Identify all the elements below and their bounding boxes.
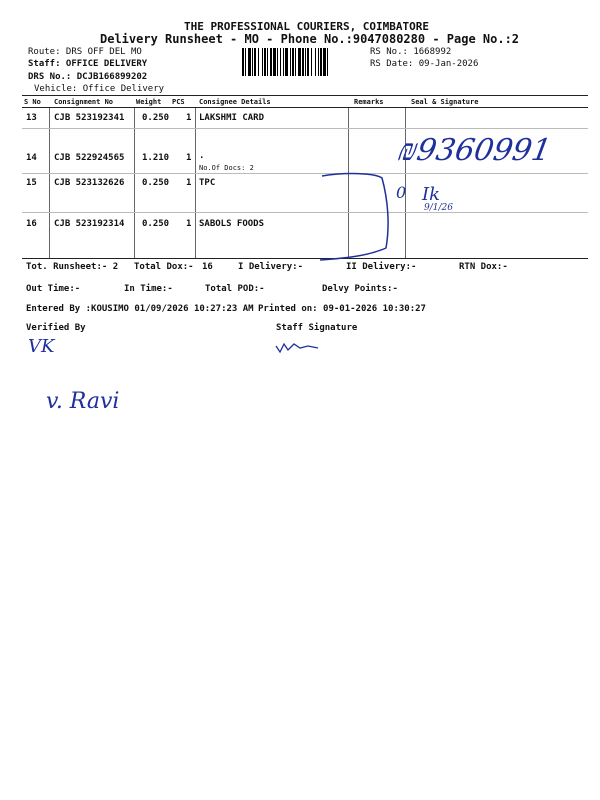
row-pcs: 1 xyxy=(186,153,192,163)
barcode-bar xyxy=(323,48,326,76)
barcode-bar xyxy=(258,48,259,76)
row-weight: 0.250 xyxy=(142,219,170,229)
row-consignee: TPC xyxy=(199,178,216,188)
total-pod: Total POD:- xyxy=(205,284,265,294)
barcode-bar xyxy=(285,48,288,76)
route: Route: DRS OFF DEL MO xyxy=(28,47,142,57)
col-consignee: Consignee Details xyxy=(199,98,271,106)
barcode-bar xyxy=(254,48,256,76)
barcode-bar xyxy=(295,48,296,76)
barcode-bar xyxy=(264,48,266,76)
barcode-bar xyxy=(320,48,322,76)
svg-text:₪9360991: ₪9360991 xyxy=(395,133,554,168)
row-consignee: SABOLS FOODS xyxy=(199,219,265,229)
barcode-bar xyxy=(245,48,246,76)
barcode-bar xyxy=(292,48,294,76)
row-pcs: 1 xyxy=(186,219,192,229)
in-time: In Time:- xyxy=(124,284,173,294)
total-dox-value: 16 xyxy=(202,262,213,272)
verifier-initials xyxy=(28,334,88,364)
row-divider xyxy=(22,212,588,213)
table-header-rule xyxy=(22,107,588,108)
barcode-bar xyxy=(283,48,284,76)
rs-date: RS Date: 09-Jan-2026 xyxy=(370,59,479,69)
out-time: Out Time:- xyxy=(26,284,81,294)
row-weight: 0.250 xyxy=(142,178,170,188)
row-sno: 14 xyxy=(26,153,37,163)
row-sno: 16 xyxy=(26,219,37,229)
verified-by-label: Verified By xyxy=(26,323,86,333)
col-weight: Weight xyxy=(136,98,162,106)
col-seal: Seal & Signature xyxy=(411,98,479,106)
row-weight: 1.210 xyxy=(142,153,170,163)
barcode-bar xyxy=(305,48,306,76)
barcode-bar xyxy=(242,48,244,76)
printed-on: Printed on: 09-01-2026 10:30:27 xyxy=(258,304,426,314)
i-delivery: I Delivery:- xyxy=(238,262,304,272)
runsheet-title: Delivery Runsheet - MO - Phone No.:9047080280 - Page No.:2 xyxy=(100,32,520,46)
ii-delivery: II Delivery:- xyxy=(346,262,417,272)
barcode-bar xyxy=(262,48,263,76)
col-separator xyxy=(195,108,196,258)
row-sno: 13 xyxy=(26,113,37,123)
row-sno: 15 xyxy=(26,178,37,188)
total-dox-label: Total Dox:- xyxy=(134,262,194,272)
drs-number: DRS No.: DCJB166899202 xyxy=(28,72,148,82)
barcode-bar xyxy=(311,48,312,76)
staff: Staff: OFFICE DELIVERY xyxy=(28,59,148,69)
col-sno: S No xyxy=(24,98,41,106)
row-note: No.Of Docs: 2 xyxy=(199,164,254,172)
barcode-bar xyxy=(252,48,253,76)
col-consignment: Consignment No xyxy=(54,98,114,106)
company-name: THE PROFESSIONAL COURIERS, COIMBATORE xyxy=(184,20,430,33)
barcode-bar xyxy=(302,48,304,76)
handwritten-phone-note xyxy=(395,122,584,176)
row-consignment: CJB 522924565 xyxy=(54,153,125,163)
row-consignment: CJB 523192341 xyxy=(54,113,125,123)
verifier-name-signature xyxy=(46,380,146,424)
row-weight: 0.250 xyxy=(142,113,170,123)
barcode-bar xyxy=(327,48,328,76)
barcode-bar xyxy=(315,48,316,76)
row-consignment: CJB 523192314 xyxy=(54,219,125,229)
rs-number: RS No.: 1668992 xyxy=(370,47,452,57)
row-consignment: CJB 523132626 xyxy=(54,178,125,188)
barcode-bar xyxy=(277,48,278,76)
barcode-bar xyxy=(307,48,309,76)
row-consignee: . xyxy=(199,151,205,161)
barcode xyxy=(242,48,366,76)
col-separator xyxy=(49,108,50,258)
barcode-bar xyxy=(318,48,319,76)
row-pcs: 1 xyxy=(186,178,192,188)
handwritten-bracket xyxy=(320,170,400,269)
barcode-bar xyxy=(273,48,276,76)
barcode-bar xyxy=(267,48,268,76)
barcode-bar xyxy=(248,48,251,76)
svg-text:0: 0 xyxy=(396,183,407,202)
col-remarks: Remarks xyxy=(354,98,384,106)
staff-signature-label: Staff Signature xyxy=(276,323,358,333)
svg-text:VK: VK xyxy=(28,336,55,357)
svg-text:9/1/26: 9/1/26 xyxy=(424,203,453,213)
barcode-bar xyxy=(298,48,301,76)
svg-text:Ik: Ik xyxy=(422,184,441,205)
handwritten-date-note xyxy=(396,180,486,234)
row-pcs: 1 xyxy=(186,113,192,123)
tot-runsheet: Tot. Runsheet:- 2 xyxy=(26,262,119,272)
staff-signature-scribble xyxy=(274,336,324,360)
delvy-points: Delvy Points:- xyxy=(322,284,398,294)
entered-by: Entered By :KOUSIMO 01/09/2026 10:27:23 AM xyxy=(26,304,254,314)
row-consignee: LAKSHMI CARD xyxy=(199,113,265,123)
barcode-bar xyxy=(270,48,272,76)
vehicle: Vehicle: Office Delivery xyxy=(34,84,165,94)
table-top-rule xyxy=(22,95,588,96)
barcode-bar xyxy=(290,48,291,76)
col-separator xyxy=(134,108,135,258)
col-pcs: PCS xyxy=(172,98,185,106)
table-bottom-rule xyxy=(22,258,588,259)
svg-text:v. Ravi: v. Ravi xyxy=(46,389,120,414)
barcode-bar xyxy=(280,48,281,76)
rtn-dox: RTN Dox:- xyxy=(459,262,508,272)
